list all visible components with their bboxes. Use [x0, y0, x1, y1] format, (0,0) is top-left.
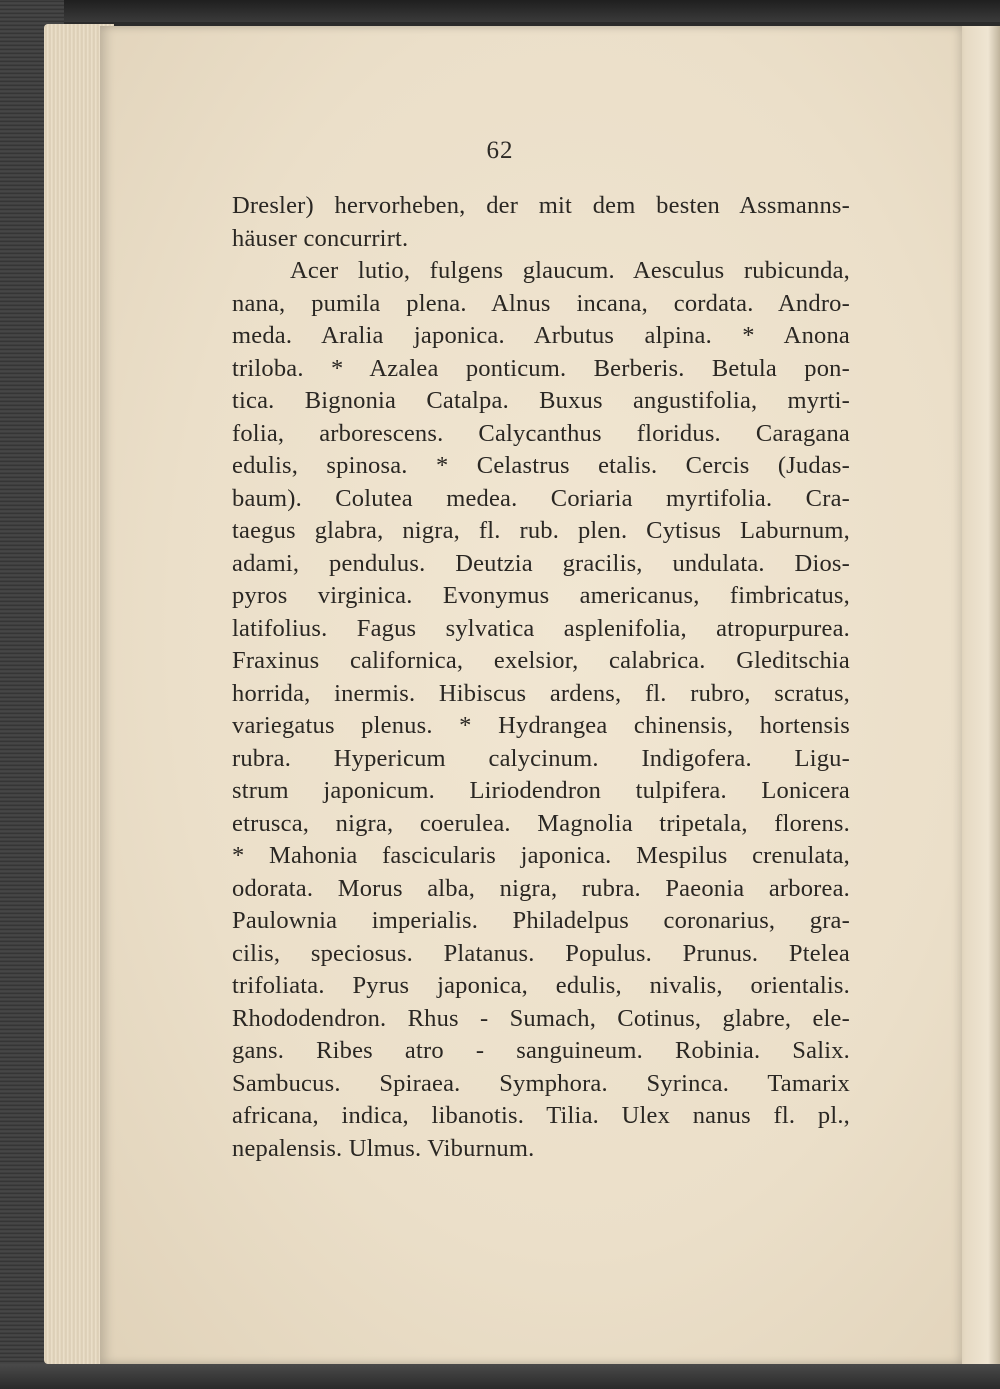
text-line: * Mahonia fascicularis japonica. Mespilus crenulata, — [232, 842, 850, 869]
book-bottom-edge — [0, 1364, 1000, 1389]
text-line: nana, pumila plena. Alnus incana, cordata. Andro- — [232, 289, 850, 317]
text-line: baum). Colutea medea. Coriaria myrtifolia. Cra- — [232, 484, 850, 512]
book-top-edge — [0, 0, 1000, 22]
text-line: etrusca, nigra, coerulea. Magnolia tripetala, florens. — [232, 809, 850, 837]
text-line: adami, pendulus. Deutzia gracilis, undulata. Dios- — [232, 549, 850, 577]
text-line: rubra. Hypericum calycinum. Indigofera. Ligu- — [232, 744, 850, 772]
text-line: odorata. Morus alba, nigra, rubra. Paeonia arborea. — [232, 874, 850, 902]
text-line: nepalensis. Ulmus. Viburnum. — [232, 1134, 535, 1162]
text-line: pyros virginica. Evonymus americanus, fimbricatus, — [232, 582, 850, 609]
text-line: horrida, inermis. Hibiscus ardens, fl. rubro, scratus, — [232, 679, 850, 707]
text-line: tica. Bignonia Catalpa. Buxus angustifolia, myrti- — [232, 387, 850, 414]
body-text — [232, 190, 850, 1165]
text-line: Paulownia imperialis. Philadelpus coronarius, gra- — [232, 907, 850, 934]
text-line: Dresler) hervorheben, der mit dem besten Assmanns- — [232, 192, 850, 219]
text-line: triloba. * Azalea ponticum. Berberis. Betula pon- — [232, 354, 850, 382]
page-number: 62 — [486, 137, 514, 164]
text-line: taegus glabra, nigra, fl. rub. plen. Cytisus Laburnum, — [232, 517, 850, 544]
text-line: folia, arborescens. Calycanthus floridus. Caragana — [232, 419, 850, 447]
text-line: gans. Ribes atro - sanguineum. Robinia. Salix. — [232, 1037, 850, 1064]
text-line: africana, indica, libanotis. Tilia. Ulex nanus fl. pl., — [232, 1102, 850, 1129]
text-line: meda. Aralia japonica. Arbutus alpina. * Anona — [232, 322, 850, 349]
text-line: edulis, spinosa. * Celastrus etalis. Cercis (Judas- — [232, 452, 850, 479]
text-line: Fraxinus californica, exelsior, calabrica. Gleditschia — [232, 647, 850, 674]
text-line: häuser concurrirt. — [232, 224, 409, 252]
text-line: Rhododendron. Rhus - Sumach, Cotinus, glabre, ele- — [232, 1004, 850, 1032]
text-line: variegatus plenus. * Hydrangea chinensis, hortensis — [232, 712, 850, 739]
text-line: strum japonicum. Liriodendron tulpifera. Lonicera — [232, 777, 850, 804]
text-line: Sambucus. Spiraea. Symphora. Syrinca. Tamarix — [232, 1069, 850, 1097]
facing-page-edge — [958, 26, 1000, 1364]
text-line: trifoliata. Pyrus japonica, edulis, nivalis, orientalis. — [232, 972, 850, 999]
text-line: Acer lutio, fulgens glaucum. Aesculus rubicunda, — [290, 257, 850, 284]
text-line: cilis, speciosus. Platanus. Populus. Prunus. Ptelea — [232, 939, 850, 967]
text-line: latifolius. Fagus sylvatica asplenifolia, atropurpurea. — [232, 614, 850, 642]
